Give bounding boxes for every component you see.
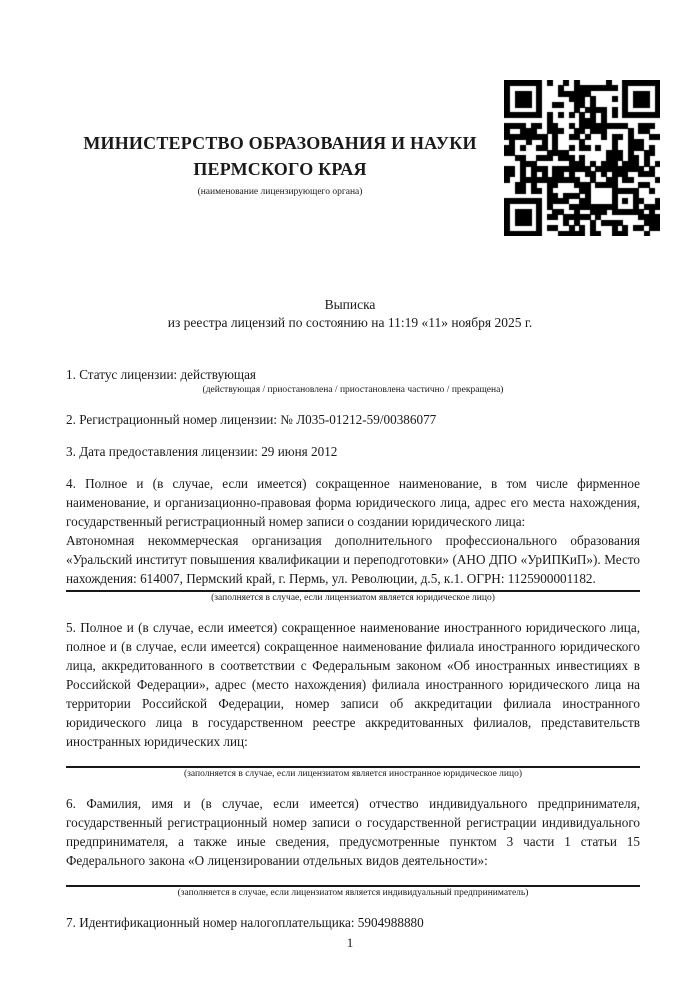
- document-subtitle: из реестра лицензий по состоянию на 11:19 «11» ноября 2025 г.: [167, 315, 533, 330]
- document-header: [0, 0, 700, 236]
- licensing-authority-caption: (наименование лицензирующего органа): [197, 187, 363, 197]
- document-title: Выписка: [324, 297, 376, 312]
- legal-entity-answer: Автономная некоммерческая организация дополнительного профессионального образования «Уральский институт повышения квалификации и переподготовки» (АНО ДПО «УрИПКиП»). Место нахождения: 614007, Пермский край, г. Пермь, ул. Революции, д.5, к.1. ОГРН: 1125900001182.: [66, 533, 640, 586]
- legal-entity-note: (заполняется в случае, если лицензиатом является юридическое лицо): [211, 593, 495, 603]
- licensing-authority-block: [66, 80, 504, 199]
- document-body: [0, 365, 700, 932]
- document-title-block: [0, 296, 700, 332]
- taxpayer-number-line: 7. Идентификационный номер налогоплательщика: 5904988880: [66, 915, 424, 930]
- taxpayer-number-section: [66, 913, 640, 932]
- ministry-name-line-1: МИНИСТЕРСТВО ОБРАЗОВАНИЯ И НАУКИ: [83, 133, 477, 153]
- foreign-entity-question: 5. Полное и (в случае, если имеется) сокращенное наименование иностранного юридического лица, полное и (в случае, если имеется) сокращенное наименование филиала иностранного юридического лица, аккредитованного в соответствии с Федеральным законом «Об иностранных инвестициях в Российской Федерации», адрес (место нахождения) филиала иностранного юридического лица на территории Российской Федерации, номер записи об аккредитации филиала иностранного юридического лица в государственном реестре аккредитованных филиалов, представительств иностранных юридических лиц:: [66, 620, 640, 749]
- ministry-name-line-2: ПЕРМСКОГО КРАЯ: [193, 159, 367, 179]
- legal-entity-question: 4. Полное и (в случае, если имеется) сокращенное наименование, в том числе фирменное наименование, и организационно-правовая форма юридического лица, адрес его места нахождения, государственный регистрационный номер записи о создании юридического лица:: [66, 476, 640, 529]
- entrepreneur-note: (заполняется в случае, если лицензиатом является индивидуальный предприниматель): [177, 888, 529, 898]
- page-number: 1: [346, 935, 354, 950]
- grant-date-section: [66, 442, 640, 461]
- qr-code-icon: [504, 80, 660, 236]
- grant-date-line: 3. Дата предоставления лицензии: 29 июня 2012: [66, 444, 338, 459]
- license-status-line: 1. Статус лицензии: действующая: [66, 367, 257, 382]
- foreign-entity-note: (заполняется в случае, если лицензиатом является иностранное юридическое лицо): [184, 769, 522, 779]
- entrepreneur-question: 6. Фамилия, имя и (в случае, если имеется) отчество индивидуального предпринимателя, государственный регистрационный номер записи о государственной регистрации индивидуального предпринимателя, а также иные сведения, предусмотренные пунктом 3 части 1 статьи 15 Федерального закона «О лицензировании отдельных видов деятельности»:: [66, 796, 640, 868]
- license-status-options-note: (действующая / приостановлена / приостановлена частично / прекращена): [202, 385, 504, 395]
- registration-number-section: [66, 410, 640, 429]
- entrepreneur-section: [66, 794, 640, 900]
- registration-number-line: 2. Регистрационный номер лицензии: № Л035-01212-59/00386077: [66, 412, 437, 427]
- legal-entity-section: [66, 474, 640, 605]
- license-status-section: [66, 365, 640, 397]
- foreign-entity-section: [66, 618, 640, 781]
